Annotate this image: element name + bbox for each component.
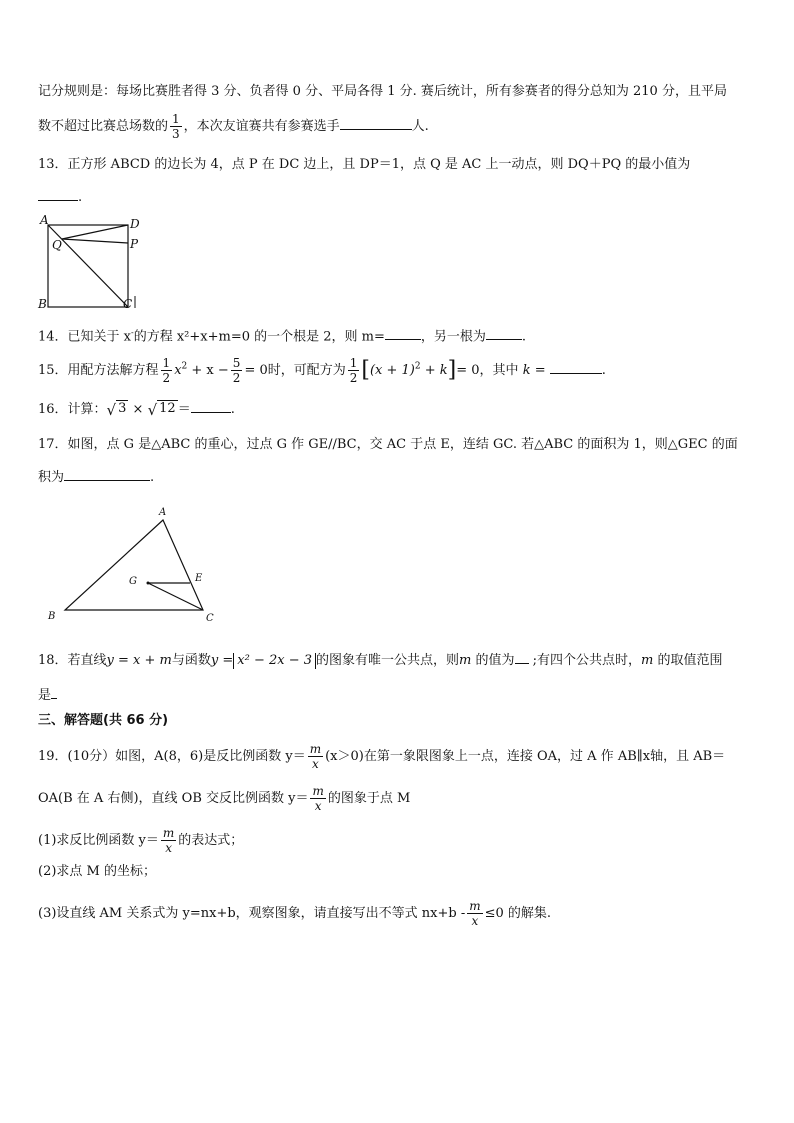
q12-line1 — [38, 82, 764, 102]
q14-line: 14．已知关于 x-的方程 x²+x+m=0 的一个根是 2，则 m= ，另一根为 . — [38, 323, 764, 347]
q16-line: 16．计算： √ 3 × √ 12 ＝ . — [38, 398, 764, 420]
q18-line2: 是 — [38, 684, 764, 706]
q13-line1 — [38, 155, 764, 175]
label-b: B — [48, 611, 56, 622]
segment-qp — [62, 239, 128, 243]
label-d: D — [130, 217, 140, 231]
answer-blank-18a[interactable] — [515, 649, 529, 664]
q18-line1: 18．若直线y = x + m与函数y = x² − 2x − 3 的图象有唯一公共点，则m 的值为 ;有四个公共点时，m 的取值范围 — [38, 649, 764, 671]
q19-part1: (1)求反比例函数 y＝ $\frac{m}{x}$ 的表达式； — [38, 826, 244, 855]
label-g: G — [129, 576, 137, 587]
square-figure — [30, 212, 150, 312]
q12-text-2: 数不超过比赛总场数的 — [38, 119, 169, 134]
answer-blank-16[interactable] — [191, 398, 231, 413]
q12-text: 记分规则是：每场比赛胜者得 3 分、负者得 0 分、平局各得 1 分. 赛后统计，所有参赛者的得分总知为 210 分，且平局 — [38, 84, 727, 99]
answer-blank-14b[interactable] — [486, 325, 522, 340]
section-heading: 三、解答题(共 66 分) — [38, 713, 169, 728]
q19-line1: 19．(10分）如图，A(8，6)是反比例函数 y＝ $\frac{m}{x}$ (x＞0)在第一象限图象上一点，连接 OA，过 A 作 AB∥x轴，且 AB＝ — [38, 742, 726, 771]
answer-blank-14a[interactable] — [385, 325, 421, 340]
triangle-figure — [40, 500, 230, 630]
label-b: B — [38, 297, 47, 311]
q19-line2: OA(B 在 A 右侧)，直线 OB 交反比例函数 y＝ $\frac{m}{x}$ 的图象于点 M — [38, 784, 411, 813]
point-g — [147, 582, 150, 585]
label-a: A — [40, 213, 49, 227]
label-c: C — [206, 613, 214, 624]
sqrt-12: √ 12 — [147, 400, 176, 419]
triangle-abc — [65, 520, 203, 610]
segment-qd — [62, 225, 128, 239]
label-a: A — [159, 507, 167, 518]
answer-blank-18b[interactable] — [51, 684, 57, 699]
q17-line2: 积为 . — [38, 466, 764, 488]
answer-blank-15[interactable] — [550, 359, 602, 374]
answer-blank-17[interactable] — [64, 466, 150, 481]
q19-part3: (3)设直线 AM 关系式为 y=nx+b，观察图象，请直接写出不等式 nx+b - $\frac{m}{x}$ ≤0 的解集. — [38, 899, 552, 928]
fraction-one-third: $\frac{1}{3}$ — [172, 112, 180, 141]
q13-text: 13．正方形 ABCD 的边长为 4，点 P 在 DC 边上，且 DP＝1，点 Q 是 AC 上一动点，则 DQ＋PQ 的最小值为 — [38, 157, 691, 172]
sqrt-3: √ 3 — [106, 400, 127, 419]
q19-part2: (2)求点 M 的坐标； — [38, 864, 156, 879]
label-p: P — [130, 237, 139, 251]
label-c: C — [123, 297, 133, 311]
segment-gc — [148, 583, 203, 610]
label-q: Q — [52, 238, 62, 252]
answer-blank-13[interactable] — [38, 186, 78, 201]
answer-blank-12[interactable] — [340, 115, 412, 130]
q13-line2: . — [38, 186, 764, 208]
label-e: E — [195, 573, 203, 584]
q15-line: 15．用配方法解方程 $\frac{1}{2}$ $x^2 + x$ − $\frac{5}{2}$ = 0时，可配方为 $\frac{1}{2}$ $[(x + 1)^2 + k]= 0$，其中 k = . — [38, 356, 606, 385]
q12-line2: 数不超过比赛总场数的 $\frac{1}{3}$ ，本次友谊赛共有参赛选手 人. — [38, 112, 429, 141]
q17-line1: 17．如图，点 G 是△ABC 的重心，过点 G 作 GE//BC，交 AC 于点 E，连结 GC. 若△ABC 的面积为 1，则△GEC 的面 — [38, 437, 738, 452]
